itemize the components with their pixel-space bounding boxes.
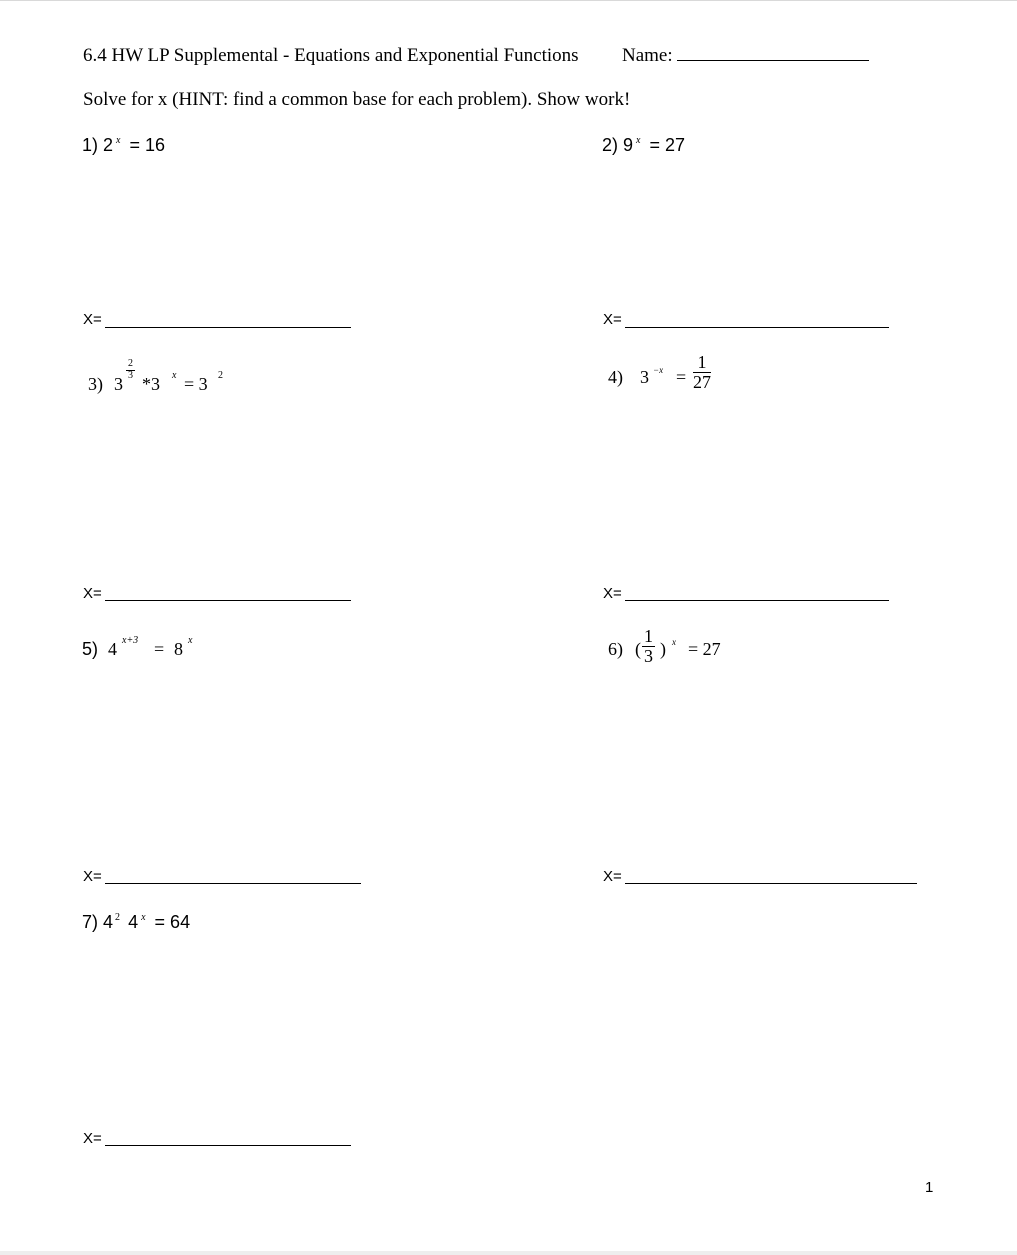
problem-2 (602, 136, 685, 154)
problem-5 (82, 635, 222, 663)
fraction-exponent (126, 359, 135, 381)
close-paren: ) (660, 639, 666, 659)
fraction-denominator: 3 (644, 645, 653, 666)
page-number: 1 (925, 1179, 934, 1196)
answer-label-3: X= (83, 585, 102, 602)
answer-line-3[interactable] (105, 600, 351, 601)
problem-number: 6) (608, 639, 623, 659)
fraction-numerator: 1 (693, 353, 711, 373)
name-label: Name: (622, 45, 673, 66)
base: 3 (640, 367, 649, 387)
problem-6 (608, 627, 748, 675)
base: 4 (103, 912, 114, 932)
answer-line-1[interactable] (105, 327, 351, 328)
answer-line-4[interactable] (625, 600, 889, 601)
name-blank-line (677, 46, 869, 61)
problem-number: 2) (602, 135, 619, 155)
problem-number: 3) (88, 374, 103, 394)
exponent: x (636, 135, 641, 146)
exponent: x (116, 135, 121, 146)
answer-label-4: X= (603, 585, 622, 602)
problem-number: 7) (82, 912, 99, 932)
problem-4 (608, 353, 738, 403)
multiplier-exponent: x (172, 370, 177, 381)
answer-line-5[interactable] (105, 883, 361, 884)
right-side: = 27 (688, 639, 721, 659)
multiplier: *3 (142, 374, 160, 394)
base-fraction (642, 627, 655, 666)
right-side: = 16 (129, 135, 166, 155)
right-exponent: 2 (218, 370, 223, 381)
exponent: 2 (115, 912, 121, 923)
exponent: −x (653, 365, 664, 375)
answer-label-5: X= (83, 868, 102, 885)
fraction-denominator: 27 (693, 371, 711, 392)
base: 2 (103, 135, 114, 155)
right-side: = 64 (154, 912, 191, 932)
equals-sign: = (154, 639, 165, 659)
base: 3 (114, 374, 123, 394)
answer-line-7[interactable] (105, 1145, 351, 1146)
answer-line-2[interactable] (625, 327, 889, 328)
title-text: 6.4 HW LP Supplemental - Equations and Exponential Functions (83, 45, 579, 66)
problem-number: 5) (82, 639, 99, 659)
answer-line-6[interactable] (625, 883, 917, 884)
exponent-denominator: 3 (128, 369, 133, 381)
fraction-numerator: 1 (644, 626, 653, 646)
answer-label-1: X= (83, 311, 102, 328)
second-term: 4 (128, 912, 139, 932)
answer-label-7: X= (83, 1130, 102, 1147)
open-paren: ( (635, 639, 641, 659)
right-side: = 27 (649, 135, 686, 155)
base: 9 (623, 135, 634, 155)
problem-1 (82, 136, 165, 154)
right-base: 8 (174, 639, 183, 659)
answer-label-6: X= (603, 868, 622, 885)
second-exponent: x (141, 912, 146, 923)
exponent-numerator: 2 (128, 358, 133, 369)
equals-base: = 3 (184, 374, 208, 394)
right-exponent: x (188, 635, 193, 646)
answer-label-2: X= (603, 311, 622, 328)
exponent: x (672, 637, 676, 647)
problem-7 (82, 913, 190, 931)
name-field (622, 45, 869, 67)
exponent: x+3 (122, 635, 139, 646)
instructions: Solve for x (HINT: find a common base for each problem). Show work! (83, 89, 631, 110)
worksheet-title (83, 45, 579, 67)
problem-number: 1) (82, 135, 99, 155)
base: 4 (108, 639, 117, 659)
equals-sign: = (676, 367, 687, 387)
problem-number: 4) (608, 367, 623, 387)
right-fraction (693, 353, 711, 392)
